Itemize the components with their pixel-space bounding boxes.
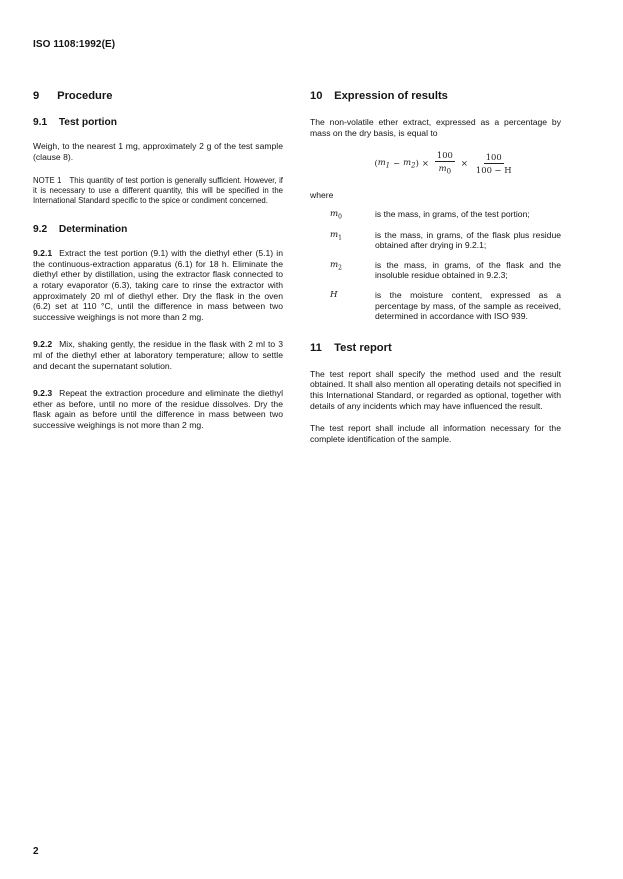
right-column — [310, 90, 561, 444]
clause-number: 9.2.3 — [33, 388, 53, 399]
clause-number: 9.2.2 — [33, 339, 53, 350]
document-identifier: ISO 1108:1992(E) — [33, 39, 116, 50]
clause-text: Mix, shaking gently, the residue in the flask with 2 ml to 3 ml of the diethyl ether at laboratory temperature; allow to settle and decant the supernatant solution. — [33, 339, 283, 371]
note-1 — [33, 176, 283, 206]
where-label: where — [310, 189, 334, 200]
section-number: 10 — [310, 90, 323, 102]
section-9-2-heading — [33, 224, 283, 235]
section-number: 9 — [33, 90, 40, 102]
definition-h — [310, 290, 561, 322]
fraction-numerator: 100 — [485, 151, 502, 162]
formula-times: × — [460, 158, 468, 169]
section-10-heading — [310, 90, 561, 102]
paragraph-9-2-3 — [33, 388, 283, 430]
paragraph-9-2-2 — [33, 339, 283, 371]
symbol: H — [330, 289, 338, 300]
section-title: Test report — [334, 341, 392, 354]
symbol: $m_1$ — [330, 229, 342, 242]
formula-times: × — [421, 158, 429, 169]
definition-text: is the moisture content, expressed as a percentage by mass, of the sample as received, determined in accordance with ISO 939. — [375, 289, 561, 322]
left-column — [33, 90, 283, 431]
paragraph-9-2-1 — [33, 248, 283, 322]
test-portion-paragraph: Weigh, to the nearest 1 mg, approximately 2 g of the test sample (clause 8). — [33, 141, 283, 162]
definition-m1 — [310, 230, 561, 251]
symbol-definitions — [310, 209, 561, 322]
page-number: 2 — [33, 846, 39, 857]
symbol: $m_0$ — [330, 208, 342, 221]
formula-m1: $m_1$ — [377, 156, 391, 170]
clause-number: 9.2.1 — [33, 248, 53, 259]
section-number: 9.2 — [33, 224, 48, 236]
definition-text: is the mass, in grams, of the flask plus residue obtained after drying in 9.2.1; — [375, 229, 561, 251]
note-text: This quantity of test portion is generally sufficient. However, if it is necessary to use a different quantity, this will be specified in the International Standard specific to the spice or condiment concerned. — [33, 176, 283, 206]
section-title: Determination — [58, 224, 128, 236]
definition-m2 — [310, 260, 561, 281]
section-number: 11 — [310, 341, 322, 354]
fraction-numerator: 100 — [436, 150, 453, 161]
test-report-paragraph-1: The test report shall specify the method used and the result obtained. It shall also mention all operating details not specified in this International Standard, or regarded as optional, together with details of any incidents which may have influenced the result. — [310, 368, 561, 411]
fraction-denominator: 100 − H — [475, 164, 512, 175]
test-report-paragraph-2: The test report shall include all information necessary for the complete identification of the sample. — [310, 423, 561, 444]
formula-fraction-1 — [435, 150, 455, 176]
result-formula — [330, 150, 561, 176]
section-title: Expression of results — [334, 90, 448, 102]
section-11-heading — [310, 342, 561, 354]
fraction-denominator: $m_0$ — [438, 163, 452, 176]
section-9-heading — [33, 90, 283, 102]
note-label: NOTE 1 — [33, 176, 62, 186]
definition-text: is the mass, in grams, of the test portion; — [375, 208, 530, 219]
section-number: 9.1 — [33, 117, 48, 128]
clause-text: Repeat the extraction procedure and eliminate the diethyl ether as before, until no more of the residue dissolves. Dry the flask again as before until the difference in mass between two successive weighings is not more than 2 mg. — [33, 388, 283, 430]
definition-m0 — [310, 209, 561, 221]
clause-text: Extract the test portion (9.1) with the diethyl ether (5.1) in the continuous-extraction apparatus (6.1) for 18 h. Eliminate the diethyl ether by distillation, using the extractor flask connected to a rotary evaporator (6.3), taking care to rinse the extractor with approximately 20 ml of diethyl ether. Dry the flask in the oven (6.2) set at 110 °C, until the difference in mass between two successive weighings is not more than 2 mg. — [33, 248, 283, 322]
formula-close-paren: ) — [415, 158, 419, 169]
formula-fraction-2 — [474, 152, 514, 175]
definition-text: is the mass, in grams, of the flask and the insoluble residue obtained in 9.2.3; — [375, 259, 561, 281]
formula-m2: $m_2$ — [403, 156, 416, 170]
formula-open-paren: ( — [374, 158, 378, 169]
symbol: $m_2$ — [330, 259, 342, 272]
results-intro-paragraph: The non-volatile ether extract, expressed as a percentage by mass on the dry basis, is equal to — [310, 117, 561, 138]
section-title: Procedure — [57, 90, 113, 102]
section-title: Test portion — [58, 117, 117, 128]
section-9-1-heading — [33, 117, 283, 128]
formula-minus: − — [393, 158, 401, 169]
